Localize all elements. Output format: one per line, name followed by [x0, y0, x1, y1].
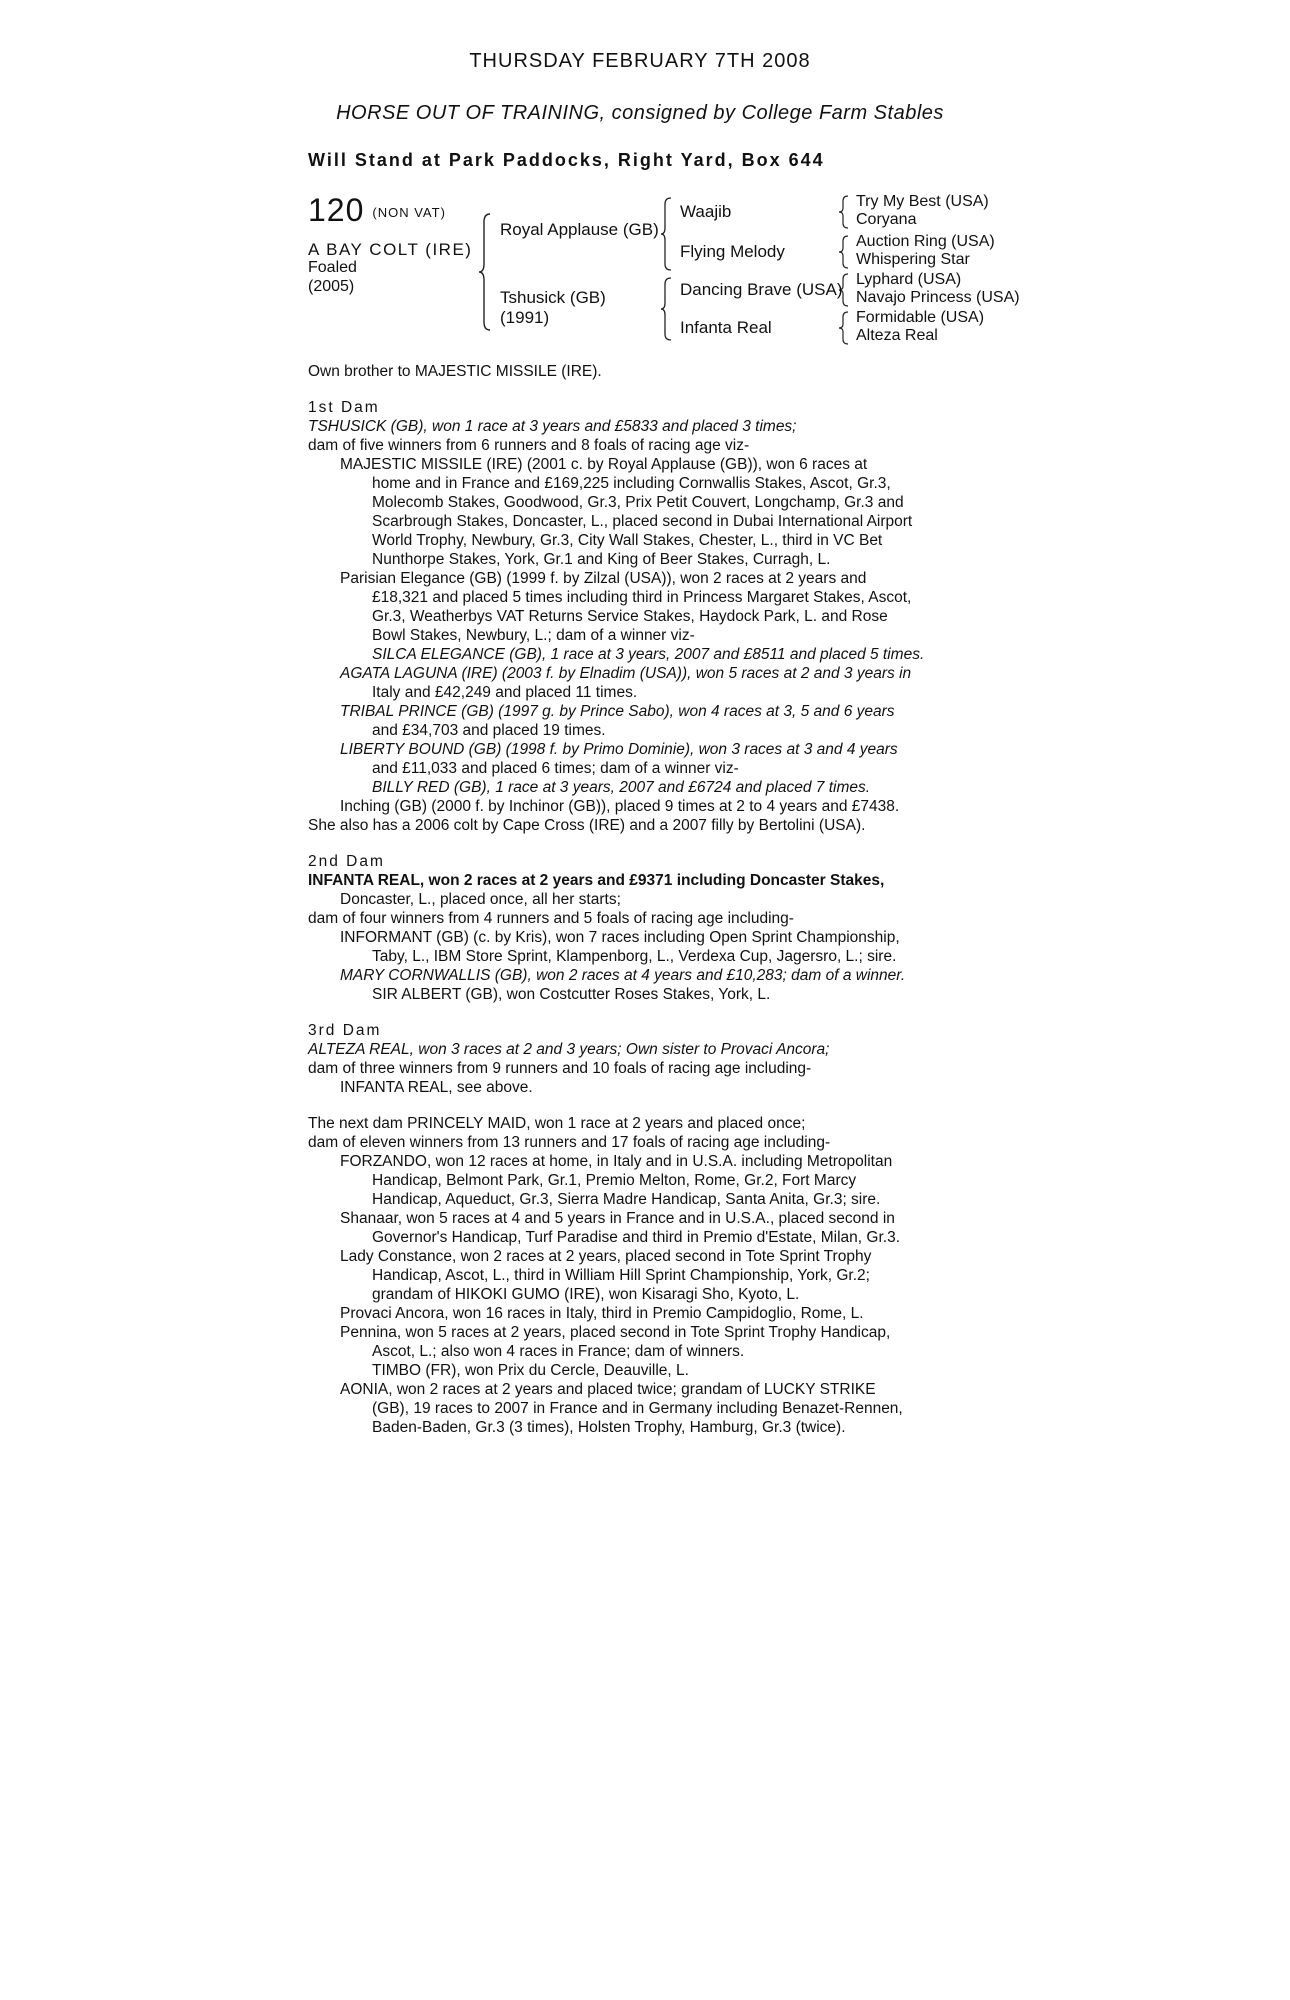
pedigree-brace-main [478, 212, 494, 332]
first-dam-heading: 1st Dam [308, 399, 380, 416]
pedigree-dam: Tshusick (GB) [500, 288, 606, 307]
foaled-year: (2005) [308, 278, 355, 295]
pedigree-g4-2: Coryana [856, 211, 917, 228]
first-dam-line: BILLY RED (GB), 1 race at 3 years, 2007 and £6724 and placed 7 times. [372, 779, 871, 796]
pedigree-sire-sire: Waajib [680, 202, 732, 221]
first-dam-line: TSHUSICK (GB), won 1 race at 3 years and £5833 and placed 3 times; [308, 418, 797, 435]
pedigree-sire: Royal Applause (GB) [500, 220, 659, 239]
next-dam-line: (GB), 19 races to 2007 in France and in Germany including Benazet-Rennen, [372, 1400, 903, 1417]
next-dam-line: FORZANDO, won 12 races at home, in Italy and in U.S.A. including Metropolitan [340, 1153, 893, 1170]
first-dam-line: TRIBAL PRINCE (GB) (1997 g. by Prince Sabo), won 4 races at 3, 5 and 6 years [340, 703, 895, 720]
second-dam-line: SIR ALBERT (GB), won Costcutter Roses Stakes, York, L. [372, 986, 771, 1003]
lot-number: 120 [308, 192, 365, 228]
next-dam-line: Lady Constance, won 2 races at 2 years, placed second in Tote Sprint Trophy [340, 1248, 872, 1265]
second-dam-line: Doncaster, L., placed once, all her starts; [340, 891, 621, 908]
pedigree-brace-dam [660, 276, 674, 342]
second-dam-heading: 2nd Dam [308, 853, 385, 870]
consignment-line: HORSE OUT OF TRAINING, consigned by College Farm Stables [336, 102, 944, 124]
pedigree-dam-dam: Infanta Real [680, 318, 772, 337]
next-dam-line: The next dam PRINCELY MAID, won 1 race at 2 years and placed once; [308, 1115, 806, 1132]
next-dam-line: Handicap, Aqueduct, Gr.3, Sierra Madre Handicap, Santa Anita, Gr.3; sire. [372, 1191, 881, 1208]
foaled-label: Foaled [308, 259, 357, 276]
horse-description: A BAY COLT (IRE) [308, 240, 473, 259]
first-dam-line: and £34,703 and placed 19 times. [372, 722, 606, 739]
pedigree-brace-sire [660, 196, 674, 272]
first-dam-line: Nunthorpe Stakes, York, Gr.1 and King of Beer Stakes, Curragh, L. [372, 551, 831, 568]
next-dam-line: Provaci Ancora, won 16 races in Italy, third in Premio Campidoglio, Rome, L. [340, 1305, 864, 1322]
next-dam-line: Governor's Handicap, Turf Paradise and third in Premio d'Estate, Milan, Gr.3. [372, 1229, 900, 1246]
third-dam-line: dam of three winners from 9 runners and 10 foals of racing age including- [308, 1060, 812, 1077]
stand-location: Will Stand at Park Paddocks, Right Yard, Box 644 [308, 150, 825, 170]
next-dam-line: Handicap, Belmont Park, Gr.1, Premio Melton, Rome, Gr.2, Fort Marcy [372, 1172, 857, 1189]
vat-status: (NON VAT) [372, 205, 446, 221]
first-dam-line: Parisian Elegance (GB) (1999 f. by Zilzal (USA)), won 2 races at 2 years and [340, 570, 867, 587]
first-dam-line: World Trophy, Newbury, Gr.3, City Wall Stakes, Chester, L., third in VC Bet [372, 532, 883, 549]
first-dam-line: £18,321 and placed 5 times including third in Princess Margaret Stakes, Ascot, [372, 589, 912, 606]
first-dam-line: She also has a 2006 colt by Cape Cross (IRE) and a 2007 filly by Bertolini (USA). [308, 817, 866, 834]
third-dam-line: INFANTA REAL, see above. [340, 1079, 533, 1096]
sale-date: THURSDAY FEBRUARY 7TH 2008 [469, 50, 811, 72]
second-dam-line: dam of four winners from 4 runners and 5 foals of racing age including- [308, 910, 794, 927]
own-brother-note: Own brother to MAJESTIC MISSILE (IRE). [308, 363, 602, 380]
third-dam-heading: 3rd Dam [308, 1022, 382, 1039]
pedigree-g4-1: Try My Best (USA) [856, 193, 989, 210]
pedigree-notes [308, 362, 1008, 1437]
second-dam-line: Taby, L., IBM Store Sprint, Klampenborg, L., Verdexa Cup, Jagersro, L.; sire. [372, 948, 897, 965]
first-dam-line: LIBERTY BOUND (GB) (1998 f. by Primo Dominie), won 3 races at 3 and 4 years [340, 741, 898, 758]
lot-number-line [308, 192, 446, 229]
pedigree-brace-g4-1 [838, 194, 850, 230]
next-dam-line: Baden-Baden, Gr.3 (3 times), Holsten Trophy, Hamburg, Gr.3 (twice). [372, 1419, 846, 1436]
first-dam-line: Molecomb Stakes, Goodwood, Gr.3, Prix Petit Couvert, Longchamp, Gr.3 and [372, 494, 904, 511]
next-dam-line: AONIA, won 2 races at 2 years and placed twice; grandam of LUCKY STRIKE [340, 1381, 876, 1398]
pedigree-brace-g4-4 [838, 310, 850, 346]
second-dam-line: INFORMANT (GB) (c. by Kris), won 7 races including Open Sprint Championship, [340, 929, 900, 946]
pedigree-dam-year: (1991) [500, 308, 550, 327]
first-dam-line: AGATA LAGUNA (IRE) (2003 f. by Elnadim (USA)), won 5 races at 2 and 3 years in [340, 665, 912, 682]
pedigree-g4-3: Auction Ring (USA) [856, 233, 995, 250]
next-dam-line: Handicap, Ascot, L., third in William Hill Sprint Championship, York, Gr.2; [372, 1267, 870, 1284]
first-dam-line: and £11,033 and placed 6 times; dam of a winner viz- [372, 760, 739, 777]
second-dam-line: MARY CORNWALLIS (GB), won 2 races at 4 years and £10,283; dam of a winner. [340, 967, 906, 984]
next-dam-line: Shanaar, won 5 races at 4 and 5 years in France and in U.S.A., placed second in [340, 1210, 895, 1227]
pedigree-brace-g4-2 [838, 234, 850, 270]
next-dam-line: grandam of HIKOKI GUMO (IRE), won Kisaragi Sho, Kyoto, L. [372, 1286, 800, 1303]
next-dam-line: TIMBO (FR), won Prix du Cercle, Deauville, L. [372, 1362, 689, 1379]
pedigree-g4-5: Lyphard (USA) [856, 271, 962, 288]
first-dam-line: home and in France and £169,225 including Cornwallis Stakes, Ascot, Gr.3, [372, 475, 891, 492]
first-dam-line: SILCA ELEGANCE (GB), 1 race at 3 years, 2007 and £8511 and placed 5 times. [372, 646, 925, 663]
next-dam-line: Ascot, L.; also won 4 races in France; dam of winners. [372, 1343, 745, 1360]
pedigree-g4-7: Formidable (USA) [856, 309, 985, 326]
third-dam-line: ALTEZA REAL, won 3 races at 2 and 3 years; Own sister to Provaci Ancora; [308, 1041, 830, 1058]
pedigree-g4-6: Navajo Princess (USA) [856, 289, 1020, 306]
first-dam-line: Gr.3, Weatherbys VAT Returns Service Stakes, Haydock Park, L. and Rose [372, 608, 888, 625]
first-dam-line: Italy and £42,249 and placed 11 times. [372, 684, 638, 701]
next-dam-line: dam of eleven winners from 13 runners and 17 foals of racing age including- [308, 1134, 831, 1151]
first-dam-line: Bowl Stakes, Newbury, L.; dam of a winner viz- [372, 627, 695, 644]
first-dam-line: dam of five winners from 6 runners and 8 foals of racing age viz- [308, 437, 750, 454]
pedigree-g4-4: Whispering Star [856, 251, 970, 268]
first-dam-line: MAJESTIC MISSILE (IRE) (2001 c. by Royal Applause (GB)), won 6 races at [340, 456, 868, 473]
next-dam-line: Pennina, won 5 races at 2 years, placed second in Tote Sprint Trophy Handicap, [340, 1324, 891, 1341]
pedigree-dam-sire: Dancing Brave (USA) [680, 280, 843, 299]
first-dam-line: Inching (GB) (2000 f. by Inchinor (GB)), placed 9 times at 2 to 4 years and £7438. [340, 798, 900, 815]
pedigree-sire-dam: Flying Melody [680, 242, 785, 261]
first-dam-line: Scarbrough Stakes, Doncaster, L., placed second in Dubai International Airport [372, 513, 913, 530]
pedigree-g4-8: Alteza Real [856, 327, 938, 344]
second-dam-line: INFANTA REAL, won 2 races at 2 years and £9371 including Doncaster Stakes, [308, 872, 885, 889]
